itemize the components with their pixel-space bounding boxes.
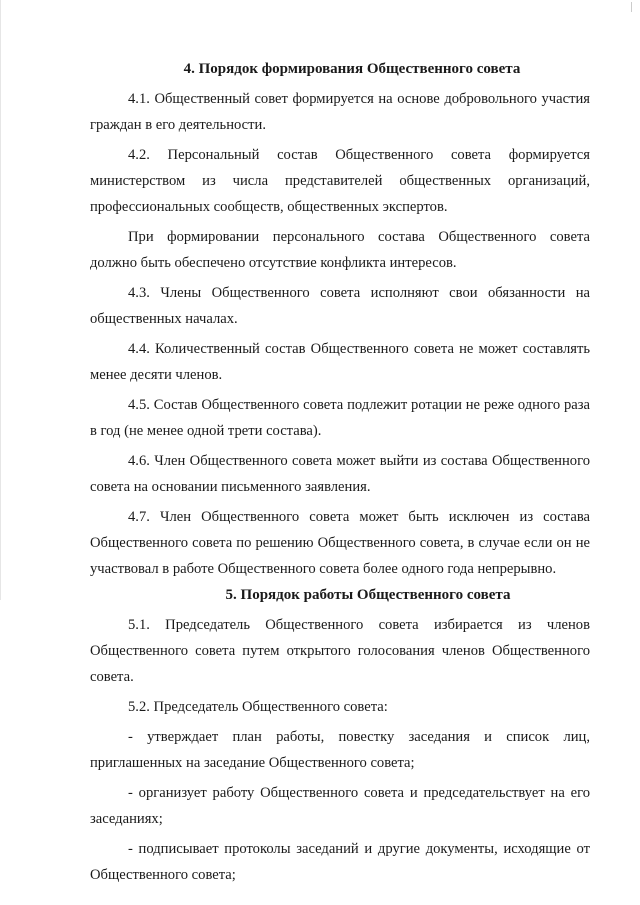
paragraph-5-2: 5.2. Председатель Общественного совета: <box>128 699 388 715</box>
paragraph-4-3: 4.3. Члены Общественного совета исполняют свои обязанности на общественных началах. <box>90 285 590 327</box>
list-item-approves-plan: - утверждает план работы, повестку заседания и список лиц, приглашенных на заседание Общественного совета; <box>90 729 590 771</box>
list-item-organizes-work: - организует работу Общественного совета и председательствует на его заседаниях; <box>90 785 590 827</box>
paragraph-4-1: 4.1. Общественный совет формируется на основе добровольного участия граждан в его деятельности. <box>90 91 590 133</box>
document-page <box>90 56 590 888</box>
scan-edge-line <box>0 0 1 600</box>
paragraph-conflict-of-interest: При формировании персонального состава Общественного совета должно быть обеспечено отсутствие конфликта интересов. <box>90 229 590 271</box>
list-item-signs-protocols: - подписывает протоколы заседаний и другие документы, исходящие от Общественного совета; <box>90 841 590 883</box>
paragraph-4-7: 4.7. Член Общественного совета может быть исключен из состава Общественного совета по решению Общественного совета, в случае если он не участвовал в работе Общественного совета более одного года непрерывно. <box>90 509 590 577</box>
paragraph-4-5: 4.5. Состав Общественного совета подлежит ротации не реже одного раза в год (не менее одной трети состава). <box>90 397 590 439</box>
section-5-heading: 5. Порядок работы Общественного совета <box>225 587 511 603</box>
paragraph-4-2: 4.2. Персональный состав Общественного совета формируется министерством из числа представителей общественных организаций, профессиональных сообществ, общественных экспертов. <box>90 147 590 215</box>
section-4-heading: 4. Порядок формирования Общественного совета <box>183 61 521 77</box>
paragraph-4-4: 4.4. Количественный состав Общественного совета не может составлять менее десяти членов. <box>90 341 590 383</box>
scan-corner-mark <box>631 2 632 12</box>
paragraph-4-6: 4.6. Член Общественного совета может выйти из состава Общественного совета на основании письменного заявления. <box>90 453 590 495</box>
paragraph-5-1: 5.1. Председатель Общественного совета избирается из членов Общественного совета путем открытого голосования членов Общественного совета. <box>90 617 590 685</box>
